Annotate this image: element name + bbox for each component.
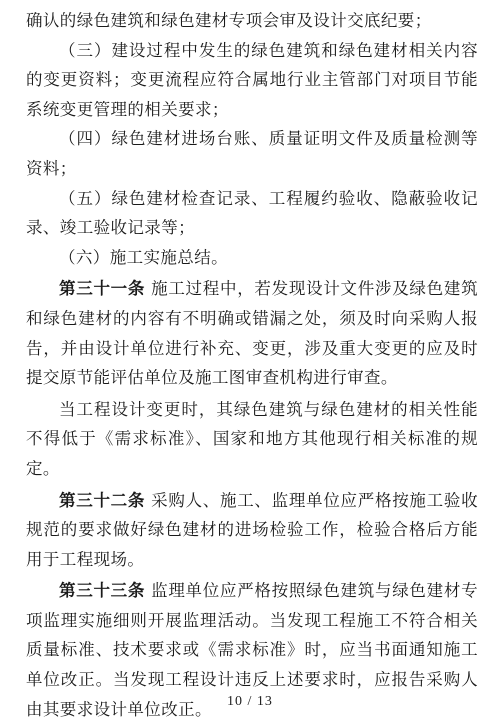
list-item-6: （六）施工实施总结。 xyxy=(59,247,228,267)
list-item-3: （三）建设过程中发生的绿色建筑和绿色建材相关内容的变更资料；变更流程应符合属地行业主管部门对项目节能系统变更管理的相关要求； xyxy=(26,40,478,119)
article-31-text: 施工过程中，若发现设计文件涉及绿色建筑和绿色建材的内容有不明确或错漏之处，须及时向采购人报告，并由设计单位进行补充、变更，涉及重大变更的应及时提交原节能评估单位及施工图审查机构进行审查。 xyxy=(26,279,478,388)
paragraph-continuation: 确认的绿色建筑和绿色建材专项会审及设计交底纪要； xyxy=(26,11,432,30)
design-change-paragraph: 当工程设计变更时，其绿色建筑与绿色建材的相关性能不得低于《需求标准》、国家和地方其他现行相关标准的规定。 xyxy=(26,399,478,478)
article-32 xyxy=(26,486,478,575)
list-item-4: （四）绿色建材进场台账、质量证明文件及质量检测等资料； xyxy=(26,129,478,178)
article-31 xyxy=(26,274,478,392)
document-body xyxy=(26,6,478,724)
article-33-text: 监理单位应严格按照绿色建筑与绿色建材专项监理实施细则开展监理活动。当发现工程施工不符合相关质量标准、技术要求或《需求标准》时，应当书面通知施工单位改正。当发现工程设计违反上述要求时，应报告采购人由其要求设计单位改正。 xyxy=(26,581,478,719)
list-item-5: （五）绿色建材检查记录、工程履约验收、隐蔽验收记录、竣工验收记录等； xyxy=(26,188,478,238)
article-31-heading: 第三十一条 xyxy=(59,279,146,299)
article-33-heading: 第三十三条 xyxy=(59,581,146,601)
page-number: 10 / 13 xyxy=(227,694,273,709)
article-32-heading: 第三十二条 xyxy=(59,490,146,510)
article-32-text: 采购人、施工、监理单位应严格按施工验收规范的要求做好绿色建材的进场检验工作，检验合格后方能用于工程现场。 xyxy=(26,490,478,569)
